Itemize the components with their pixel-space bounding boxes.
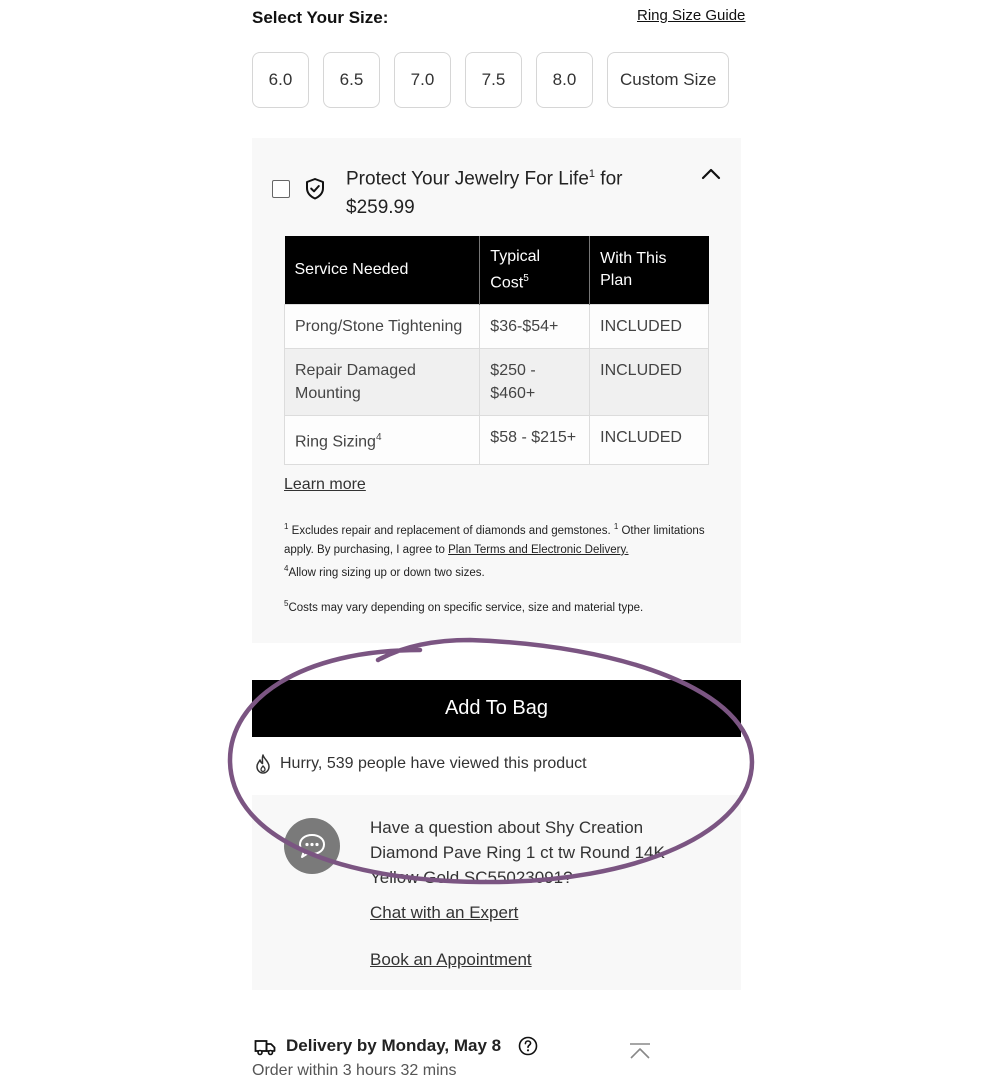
- chat-with-expert-link[interactable]: Chat with an Expert: [370, 903, 519, 922]
- plan-cell: INCLUDED: [590, 349, 709, 416]
- add-to-bag-button[interactable]: Add To Bag: [252, 680, 741, 737]
- learn-more-link[interactable]: Learn more: [284, 476, 366, 493]
- size-option-8-0[interactable]: 8.0: [536, 52, 593, 108]
- table-header-service: Service Needed: [285, 236, 480, 305]
- question-text: Have a question about Shy Creation Diamond Pave Ring 1 ct tw Round 14K Yellow Gold SC55023091?: [370, 818, 665, 885]
- size-options: [252, 52, 729, 108]
- table-row: [285, 349, 709, 416]
- service-cell: Repair Damaged Mounting: [285, 349, 480, 416]
- table-header-plan: With This Plan: [590, 236, 709, 305]
- ring-size-guide-link[interactable]: Ring Size Guide: [637, 7, 746, 24]
- protection-plan-price: $259.99: [346, 197, 415, 219]
- help-icon[interactable]: [518, 1036, 538, 1056]
- protection-plan-title: Protect Your Jewelry For Life$^1$ for $259.99: [346, 168, 623, 219]
- size-option-7-0[interactable]: 7.0: [394, 52, 451, 108]
- shield-check-icon: [302, 176, 328, 202]
- size-option-6-5[interactable]: 6.5: [323, 52, 380, 108]
- truck-icon: [254, 1036, 276, 1058]
- chat-bubble-icon[interactable]: [284, 818, 340, 874]
- size-option-7-5[interactable]: 7.5: [465, 52, 522, 108]
- delivery-date: Delivery by Monday, May 8: [286, 1036, 502, 1055]
- table-row: [285, 305, 709, 349]
- plan-cell: INCLUDED: [590, 416, 709, 464]
- scroll-to-top-icon[interactable]: [628, 1042, 652, 1062]
- footnote-4: $^4$Allow ring sizing up or down two sizes.: [284, 564, 485, 579]
- viewers-notice: [252, 744, 741, 784]
- size-heading: Select Your Size:: [252, 8, 389, 27]
- size-option-6-0[interactable]: 6.0: [252, 52, 309, 108]
- cost-cell: $250 - $460+: [480, 349, 590, 416]
- protection-plan-checkbox[interactable]: [272, 180, 290, 198]
- plan-cell: INCLUDED: [590, 305, 709, 349]
- service-cell: Ring Sizing$^4$: [285, 416, 480, 464]
- chevron-up-icon[interactable]: [699, 162, 723, 186]
- cost-cell: $36-$54+: [480, 305, 590, 349]
- order-countdown: Order within 3 hours 32 mins: [252, 1062, 457, 1079]
- viewers-text: Hurry, 539 people have viewed this product: [280, 755, 587, 772]
- footnote-5: $^5$Costs may vary depending on specific service, size and material type.: [284, 599, 644, 614]
- service-cell: Prong/Stone Tightening: [285, 305, 480, 349]
- size-option-custom[interactable]: Custom Size: [607, 52, 729, 108]
- plan-terms-link[interactable]: Plan Terms and Electronic Delivery.: [448, 543, 629, 556]
- table-row: [285, 416, 709, 464]
- footnote-1: $^1$ Excludes repair and replacement of diamonds and gemstones. $^1$ Other limitations apply. By purchasing, I agree to Plan Terms and Electronic Delivery.: [284, 522, 705, 556]
- flame-icon: [252, 753, 274, 775]
- book-appointment-link[interactable]: Book an Appointment: [370, 950, 532, 969]
- cost-cell: $58 - $215+: [480, 416, 590, 464]
- protection-plan-table: [284, 236, 709, 465]
- table-header-cost: Typical Cost$^5$: [480, 236, 590, 305]
